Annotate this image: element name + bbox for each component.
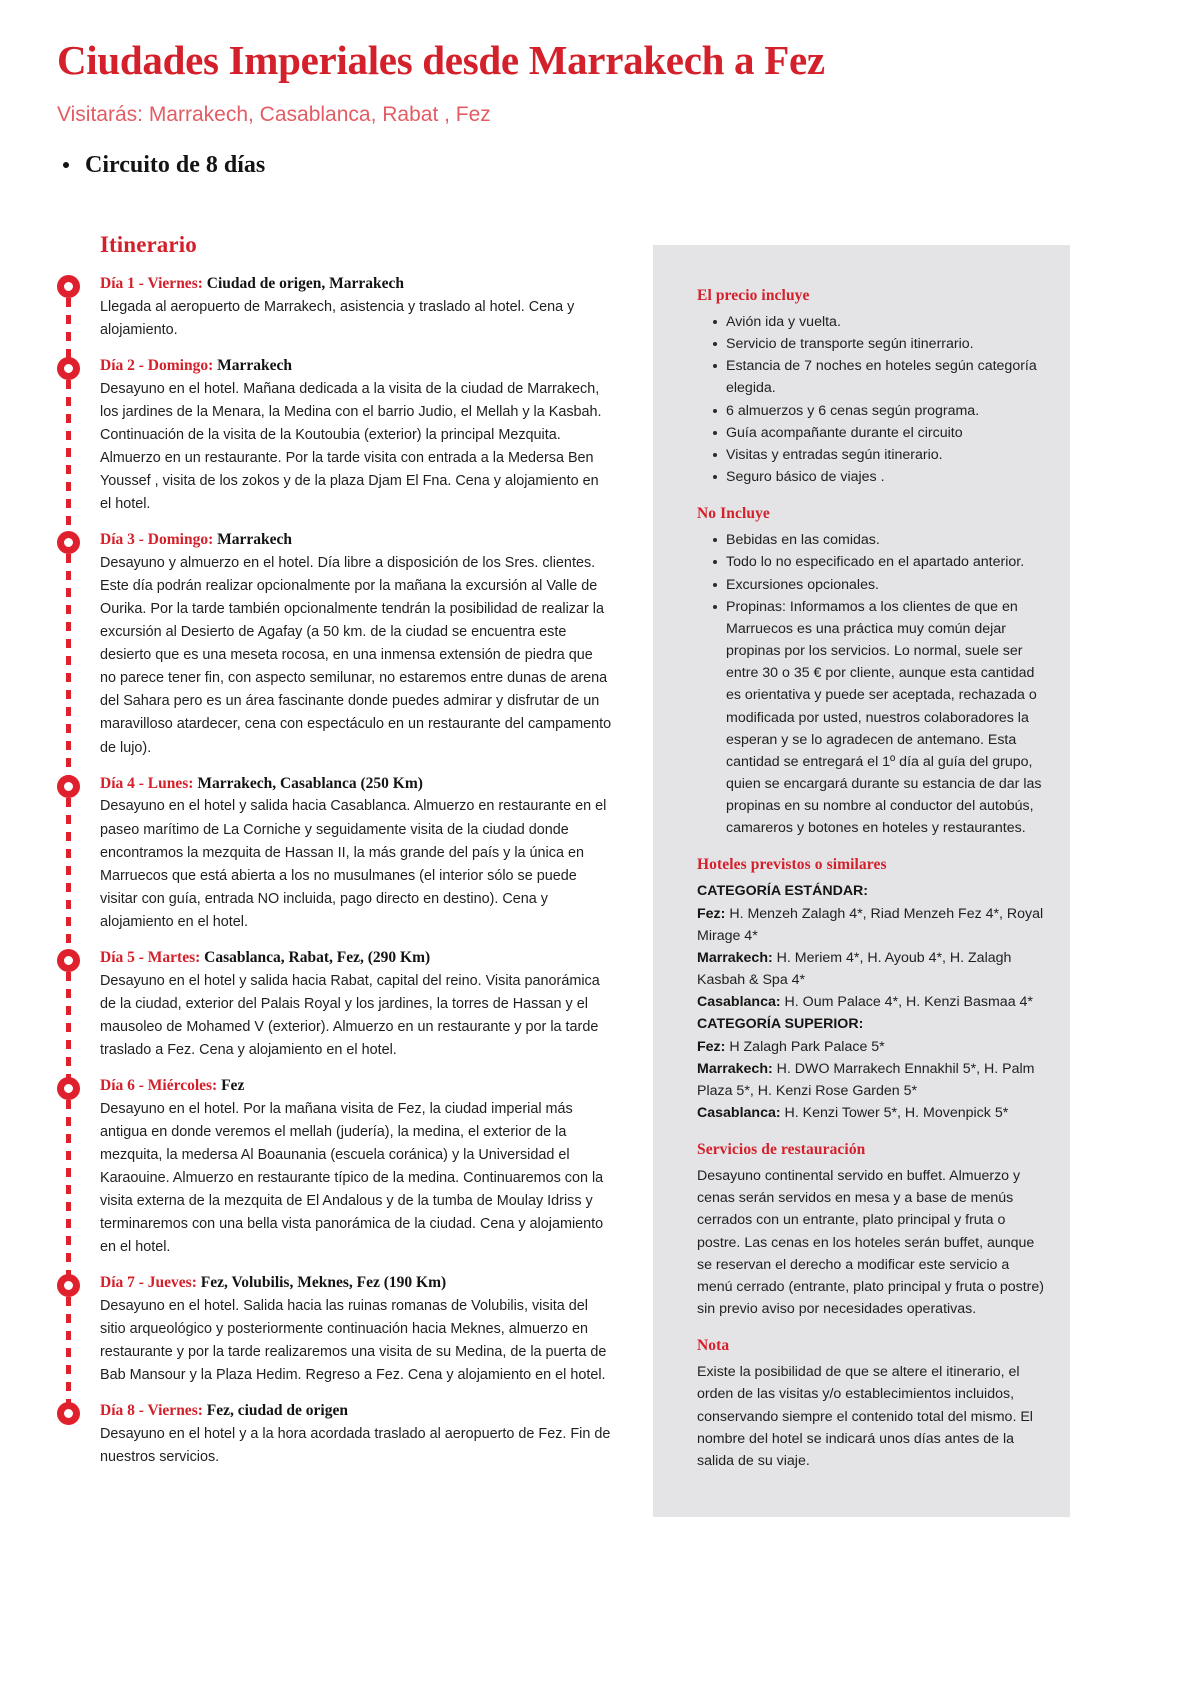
catering-heading: Servicios de restauración <box>697 1141 866 1159</box>
list-item: Bebidas en las comidas. <box>713 529 1047 551</box>
circuit-duration-item: Circuito de 8 días <box>57 150 1147 180</box>
itinerary-day-item <box>57 1273 627 1401</box>
timeline-dashed-connector <box>66 298 71 362</box>
hotel-name-list: H. Meriem 4*, H. Ayoub 4*, H. Zalagh Kasbah & Spa 4* <box>697 949 1012 989</box>
itinerary-day-label: Día 4 - Lunes: <box>100 774 194 792</box>
itinerary-day-label: Día 8 - Viernes: <box>100 1402 203 1420</box>
hotel-name-list: H. DWO Marrakech Ennakhil 5*, H. Palm Plaza 5*, H. Kenzi Rose Garden 5* <box>697 1060 1035 1099</box>
hotel-row <box>697 1102 1047 1124</box>
itinerary-day-item <box>57 274 627 356</box>
itinerary-day-destination: Marrakech <box>217 531 292 549</box>
list-item: Avión ida y vuelta. <box>713 311 1047 333</box>
timeline-ring-icon <box>57 949 80 972</box>
itinerary-day-destination: Fez <box>221 1076 245 1094</box>
itinerary-day-title <box>100 774 627 795</box>
timeline-ring-icon <box>57 1077 80 1100</box>
hotel-name-list: H. Kenzi Tower 5*, H. Movenpick 5* <box>784 1105 1009 1121</box>
itinerary-heading: Itinerario <box>100 232 197 257</box>
hotel-city-label: Casablanca: <box>697 1105 781 1121</box>
itinerary-day-title <box>100 274 627 295</box>
hotel-row <box>697 991 1047 1013</box>
itinerary-day-item <box>57 530 627 773</box>
list-item: Seguro básico de viajes . <box>713 466 1047 488</box>
hotel-row <box>697 903 1047 947</box>
price-excludes-heading: No Incluye <box>697 505 770 523</box>
itinerary-column <box>57 232 627 1469</box>
list-item: Propinas: Informamos a los clientes de que en Marruecos es una práctica muy común dejar propinas por los servicios. Lo normal, suele ser entre 30 o 35 € por cliente, aunque esta cantidad es orientativa y puede ser aceptada, rechazada o modificada por usted, nuestros colaboradores la esperan y se lo agradecen de antemano. Esta cantidad se entregará el 1º día al guía del grupo, quien se encargará durante su estancia de dar las propinas en su nombre al conductor del autobús, camareros y botones en hoteles y restaurantes. <box>713 596 1047 840</box>
itinerary-day-label: Día 2 - Domingo: <box>100 357 214 375</box>
hotel-city-label: Fez: <box>697 1038 726 1055</box>
timeline-ring-icon <box>57 357 80 380</box>
itinerary-day-destination: Fez, ciudad de origen <box>206 1402 348 1420</box>
hotels-block <box>697 880 1047 1124</box>
itinerary-day-body: Llegada al aeropuerto de Marrakech, asistencia y traslado al hotel. Cena y alojamiento. <box>100 298 575 338</box>
timeline-ring-icon <box>57 1274 80 1297</box>
list-item: 6 almuerzos y 6 cenas según programa. <box>713 400 1047 422</box>
itinerary-day-label: Día 7 - Jueves: <box>100 1274 197 1292</box>
itinerary-day-item <box>57 774 627 948</box>
list-item: Estancia de 7 noches en hoteles según categoría elegida. <box>713 355 1047 399</box>
itinerary-day-destination: Marrakech, Casablanca (250 Km) <box>197 774 423 792</box>
page-title: Ciudades Imperiales desde Marrakech a Fez <box>57 37 825 83</box>
timeline-ring-icon <box>57 1402 80 1425</box>
hotel-city-label: Marrakech: <box>697 1060 773 1077</box>
itinerary-day-label: Día 1 - Viernes: <box>100 275 203 292</box>
catering-text: Desayuno continental servido en buffet. Almuerzo y cenas serán servidos en mesa y a base de menús cerrados con un entrante, plato principal y fruta o postre. Las cenas en los hoteles serán buffet, aunque se reservan el derecho a modificar este servicio a menú cerrado (entrante, plato principal y fruta o postre) sin previo aviso por necesidades operativas. <box>697 1168 1044 1318</box>
itinerary-day-item <box>57 1401 627 1469</box>
itinerary-day-item <box>57 356 627 530</box>
itinerary-day-title <box>100 1273 627 1294</box>
hotel-name-list: H. Menzeh Zalagh 4*, Riad Menzeh Fez 4*, Royal Mirage 4* <box>697 905 1044 944</box>
timeline-ring-icon <box>57 775 80 798</box>
list-item: Guía acompañante durante el circuito <box>713 422 1047 444</box>
timeline-dashed-connector <box>66 554 71 779</box>
price-includes-list <box>697 311 1047 488</box>
itinerary-day-destination: Casablanca, Rabat, Fez, (290 Km) <box>204 948 431 966</box>
page-subtitle: Visitarás: Marrakech, Casablanca, Rabat , Fez <box>57 102 491 126</box>
itinerary-day-body: Desayuno y almuerzo en el hotel. Día libre a disposición de los Sres. clientes. Este día podrán realizar opcionalmente por la mañana la excursión al Valle de Ourika. Por la tarde también opcionalmente tendrán la posibilidad de realizar la excursión al Desierto de Agafay (a 50 km. de la ciudad se encuentra este desierto que es una meseta rocosa, en una inmensa extensión de piedra que no parece tener fin, con aspecto semilunar, no estaremos entre dunas de arena del Sahara pero es un área fascinante donde puedes admirar y disfrutar de un maravilloso atardecer, cena con espectáculo en un restaurante del campamento de lujo). <box>100 555 612 756</box>
itinerary-day-label: Día 6 - Miércoles: <box>100 1076 218 1094</box>
hotel-row <box>697 1036 1047 1058</box>
itinerary-day-label: Día 5 - Martes: <box>100 948 201 966</box>
itinerary-day-title <box>100 1401 627 1422</box>
itinerary-day-destination: Ciudad de origen, Marrakech <box>206 275 404 292</box>
hotel-category-title: CATEGORÍA SUPERIOR: <box>697 1016 864 1033</box>
list-item: Excursiones opcionales. <box>713 574 1047 596</box>
timeline-dashed-connector <box>66 972 71 1082</box>
itinerary-day-destination: Fez, Volubilis, Meknes, Fez (190 Km) <box>200 1274 447 1292</box>
itinerary-day-body: Desayuno en el hotel. Por la mañana visita de Fez, la ciudad imperial más antigua en donde veremos el mellah (judería), la medina, el exterior de la mezquita, la medersa Al Boaunania (escuela coránica) y la Universidad el Karaouine. Almuerzo en restaurante típico de la medina. Continuaremos con la visita externa de la mezquita de El Andalous y de la tumba de Moulay Idriss y terminaremos con una bella vista panorámica de la ciudad. Cena y alojamiento en el hotel. <box>100 1100 604 1256</box>
itinerary-day-item <box>57 948 627 1076</box>
price-includes-heading: El precio incluye <box>697 287 810 304</box>
price-excludes-list <box>697 529 1047 839</box>
note-heading: Nota <box>697 1337 730 1355</box>
itinerary-day-body: Desayuno en el hotel y salida hacia Casablanca. Almuerzo en restaurante en el paseo marítimo de La Corniche y seguidamente visita de la ciudad donde encontramos la mezquita de Hassan II, la más grande del país y la única en Marruecos que está abierta a los no musulmanes (el interior sólo se puede visitar con guía, entrada NO incluida, pago directo en destino). Cena y alojamiento en el hotel. <box>100 798 607 930</box>
timeline-ring-icon <box>57 275 80 298</box>
hotel-category-title: CATEGORÍA ESTÁNDAR: <box>697 883 869 900</box>
list-item: Visitas y entradas según itinerario. <box>713 444 1047 466</box>
itinerary-day-title <box>100 530 627 551</box>
hotel-row <box>697 947 1047 991</box>
itinerary-day-title <box>100 1076 627 1097</box>
hotel-city-label: Casablanca: <box>697 994 781 1011</box>
timeline-dashed-connector <box>66 1297 71 1407</box>
itinerary-day-body: Desayuno en el hotel. Salida hacia las ruinas romanas de Volubilis, visita del sitio arqueológico y posteriormente continuación hacia Meknes, almuerzo en restaurante y por la tarde realizaremos una visita de su Medina, de la puerta de Bab Mansour y la Plaza Hedim. Regreso a Fez. Cena y alojamiento en el hotel. <box>100 1298 607 1384</box>
hotel-name-list: H. Oum Palace 4*, H. Kenzi Basmaa 4* <box>784 994 1033 1011</box>
timeline-ring-icon <box>57 531 80 554</box>
itinerary-day-title <box>100 948 627 969</box>
itinerary-day-label: Día 3 - Domingo: <box>100 531 214 549</box>
hotel-row <box>697 1058 1047 1102</box>
itinerary-day-body: Desayuno en el hotel y a la hora acordada traslado al aeropuerto de Fez. Fin de nuestros servicios. <box>100 1426 611 1466</box>
timeline-dashed-connector <box>66 380 71 536</box>
list-item: Todo lo no especificado en el apartado anterior. <box>713 551 1047 573</box>
circuit-duration-list <box>57 150 1147 180</box>
itinerary-day-item <box>57 1076 627 1273</box>
hotels-heading: Hoteles previstos o similares <box>697 856 887 874</box>
itinerary-timeline <box>57 274 627 1469</box>
timeline-dashed-connector <box>66 1100 71 1279</box>
hotel-name-list: H Zalagh Park Palace 5* <box>729 1038 885 1055</box>
itinerary-day-body: Desayuno en el hotel. Mañana dedicada a la visita de la ciudad de Marrakech, los jardines de la Menara, la Medina con el barrio Judio, el Mellah y la Kasbah. Continuación de la visita de la Koutoubia (exterior) la principal Mezquita. Almuerzo en un restaurante. Por la tarde visita con entrada a la Medersa Ben Youssef , visita de los zokos y de la plaza Djam El Fna. Cena y alojamiento en el hotel. <box>100 380 602 513</box>
list-item: Servicio de transporte según itinerrario. <box>713 333 1047 355</box>
itinerary-day-destination: Marrakech <box>217 357 292 375</box>
info-side-panel <box>653 245 1070 1517</box>
timeline-dashed-connector <box>66 798 71 954</box>
note-text: Existe la posibilidad de que se altere el itinerario, el orden de las visitas y/o establecimientos incluidos, conservando siempre el contenido total del mismo. El nombre del hotel se indicará unos días antes de la salida de su viaje. <box>697 1364 1033 1469</box>
hotel-city-label: Marrakech: <box>697 949 773 966</box>
itinerary-day-title <box>100 356 627 377</box>
page-header <box>57 38 1147 180</box>
itinerary-day-body: Desayuno en el hotel y salida hacia Rabat, capital del reino. Visita panorámica de la ciudad, exterior del Palais Royal y los jardines, la torres de Hassan y el mausoleo de Mohamed V (exterior). Almuerzo en un restaurante y por la tarde traslado a Fez. Cena y alojamiento en el hotel. <box>100 972 600 1058</box>
hotel-city-label: Fez: <box>697 905 726 922</box>
